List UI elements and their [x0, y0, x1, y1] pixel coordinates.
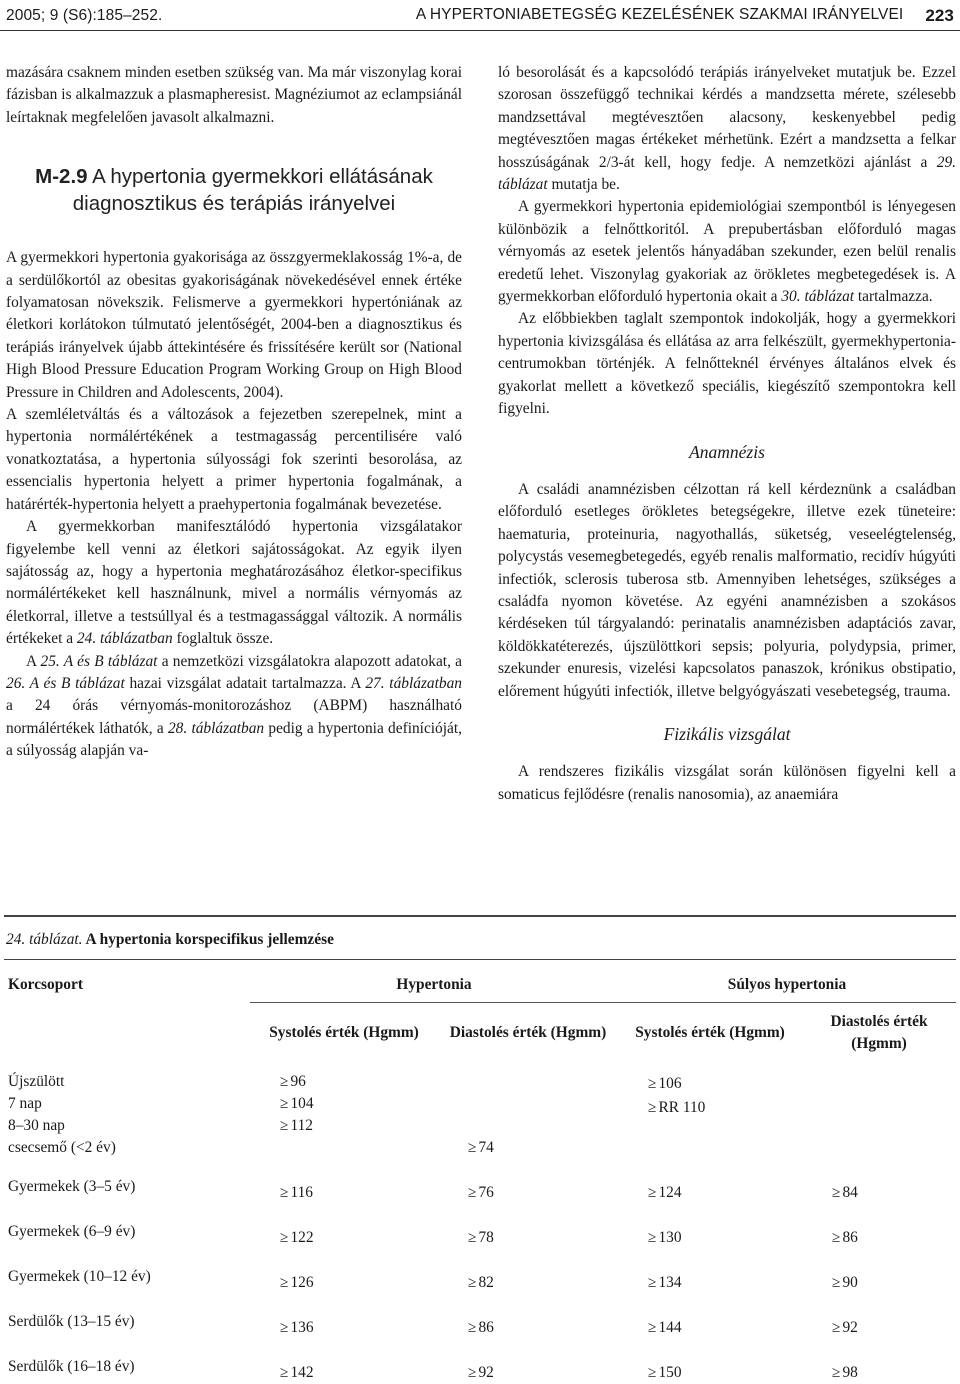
section-code: M-2.9 [35, 165, 88, 189]
ge-symbol: ≥ [648, 1184, 657, 1201]
ge-symbol: ≥ [648, 1229, 657, 1246]
ge-symbol: ≥ [832, 1319, 841, 1336]
running-header [6, 4, 954, 28]
paragraph: A gyermekkori hypertonia gyakorisága az összgyermeklakosság 1%-a, de a serdülőkortól az obesitas gyakoriságának növekedésével ennek értéke folyamatosan növekszik. Felismerve a gyermekkori hypertóniának az életkori korlátokon túlmutató jelentőségét, 2004-ben a diagnosztikus és terápiás irányelvek újabb áttekintésére és frissítésére került sor (National High Blood Pressure Education Program Working Group on High Blood Pressure in Children and Adolescents, 2004). [6, 249, 462, 401]
ge-symbol: ≥ [832, 1184, 841, 1201]
ge-symbol: ≥ [280, 1274, 289, 1291]
table-row [4, 1249, 956, 1294]
col-header-age-group: Korcsoport [8, 976, 83, 994]
table-reference[interactable]: 27. táblázatban [365, 674, 462, 692]
col-header-severe-hypertonia: Súlyos hypertonia [618, 960, 956, 1003]
age-cell: Gyermekek (6–9 év) [8, 1223, 136, 1240]
header-rule [0, 30, 960, 31]
systolic-cell [250, 1059, 438, 1159]
table-number: 24. táblázat. [6, 931, 83, 948]
severe-diastolic-cell [802, 1159, 956, 1204]
paragraph [498, 196, 956, 308]
value: 96 [290, 1073, 306, 1090]
value: 84 [842, 1184, 858, 1201]
value: 86 [478, 1319, 494, 1336]
systolic-cell [250, 1339, 438, 1384]
ge-symbol: ≥ [468, 1139, 477, 1156]
table-reference[interactable]: 26. A és B táblázat [6, 674, 125, 692]
ge-symbol: ≥ [280, 1095, 289, 1112]
col-header-systolic: Systolés érték (Hgmm) [269, 1024, 419, 1041]
severe-diastolic-cell [802, 1339, 956, 1384]
value: 130 [658, 1229, 682, 1246]
value: 106 [658, 1075, 682, 1092]
paragraph: Az előbbiekben taglalt szempontok indokolják, hogy a gyermekkori hypertonia kivizsgálása és ellátása az arra felkészült, gyermekhypertonia-centrumokban történjék. A felnőtteknél érvényes általános elvek és gyakorlat mellett a következő speciális, kiegészítő szempontokra kell figyelni. [498, 310, 956, 418]
ge-symbol: ≥ [280, 1229, 289, 1246]
text: a 24 órás vérnyomás-monitorozáshoz (ABPM) használható normálértékek láthatók, a [6, 697, 462, 737]
value: 142 [290, 1364, 314, 1381]
paragraph: mazására csaknem minden esetben szükség van. Ma már viszonylag korai fázisban is alkalmazzuk a plasmapheresist. Magnéziumot az eclampsiánál leírtaknak megfelelően javasolt alkalmazni. [6, 64, 462, 126]
table-reference[interactable]: 30. táblázat [781, 288, 855, 306]
table-row [4, 1204, 956, 1249]
age-cell: Gyermekek (3–5 év) [8, 1178, 136, 1195]
ge-symbol: ≥ [468, 1184, 477, 1201]
text: pedig a hypertonia definícióját, a súlyosság alapján va- [6, 719, 462, 760]
col-header-severe-systolic: Systolés érték (Hgmm) [635, 1024, 785, 1041]
table-reference[interactable]: 25. A és B táblázat [40, 652, 158, 670]
severe-diastolic-cell [802, 1249, 956, 1294]
value: 98 [842, 1364, 858, 1381]
table-reference[interactable]: 24. táblázatban [76, 630, 173, 648]
diastolic-cell [438, 1294, 618, 1339]
ge-symbol: ≥ [832, 1229, 841, 1246]
systolic-cell [250, 1249, 438, 1294]
subheading-anamnesis: Anamnézis [689, 441, 765, 462]
severe-systolic-cell [618, 1339, 802, 1384]
text: A gyermekkorban manifesztálódó hypertonia vizsgálatakor figyelembe kell venni az életkori sajátosságokat. Az egyik ilyen sajátosság az, hogy a hypertonia meghatározásához életkor-specifikus normálértékeket kell használnunk, mivel a normális vérnyomás az életkorral, illetve a testsúllyal és a testmagassággal változik. A normális értékeket a [6, 518, 462, 648]
col-header-diastolic: Diastolés érték (Hgmm) [449, 1024, 607, 1041]
severe-diastolic-cell [802, 1059, 956, 1159]
text: hazai vizsgálat adatait tartalmazza. A [124, 674, 366, 692]
paragraph: A szemléletváltás és a változások a fejezetben szerepelnek, mint a hypertonia normálértékének a testmagasság percentilisére való vonatkoztatása, a hypertonia súlyossági fok szerinti besorolása, az essencialis hypertonia helyett a primer hypertonia fogalmának, a határérték-hypertonia helyett a praehypertonia fogalmának bevezetése. [6, 406, 462, 513]
table-row [4, 1159, 956, 1204]
diastolic-cell [438, 1249, 618, 1294]
age-label: Újszülött [8, 1073, 65, 1090]
value: 76 [478, 1184, 494, 1201]
ge-symbol: ≥ [832, 1274, 841, 1291]
age-cell: Serdülők (16–18 év) [8, 1358, 135, 1375]
severe-diastolic-cell [802, 1204, 956, 1249]
table-row [4, 1294, 956, 1339]
value: 74 [478, 1139, 494, 1156]
col-header-severe-diastolic: Diastolés érték (Hgmm) [830, 1013, 928, 1052]
ge-symbol: ≥ [280, 1319, 289, 1336]
age-cell [4, 1059, 250, 1159]
text: A [26, 652, 41, 670]
value: 150 [658, 1364, 682, 1381]
value: 82 [478, 1274, 494, 1291]
table-title: A hypertonia korspecifikus jellemzése [82, 931, 334, 948]
ge-symbol: ≥ [648, 1364, 657, 1381]
age-cell: Serdülők (13–15 év) [8, 1313, 135, 1330]
value: 116 [290, 1184, 313, 1201]
systolic-cell [250, 1159, 438, 1204]
value: 92 [478, 1364, 494, 1381]
age-label: 8–30 nap [8, 1117, 65, 1134]
journal-citation: 2005; 9 (S6):185–252. [6, 7, 163, 24]
ge-symbol: ≥ [468, 1274, 477, 1291]
table-header-sub [4, 1003, 956, 1060]
value: 126 [290, 1274, 314, 1291]
diastolic-cell [438, 1339, 618, 1384]
paragraph: A családi anamnézisben célzottan rá kell kérdeznünk a családban előforduló esetleges örökletes betegségekre, illetve ezek tüneteire: haematuria, proteinuria, nagyothallás, süketség, veseelégtelenség, polycystás vesemegbetegedés, egyéb renalis malformatio, recidív húgyúti infectiók, sclerosis tuberosa stb. Amennyiben lehetséges, szükséges a családfa nyomon követése. Az egyéni anamnézisben a szokásos kérdéseken túl tárgyalandó: perinatalis anamnézisben adaptációs zavar, köldökkatéterezés, újszülöttkori sepsis; polyuria, polydypsia, primer, szekunder enuresis, vizelési kapcsolatos panaszok, krónikus obstipatio, előrement húgyúti infectiók, illetve belgyógyászati vesebetegség, trauma. [498, 480, 956, 700]
ge-symbol: ≥ [832, 1364, 841, 1381]
value: 124 [658, 1184, 682, 1201]
severe-systolic-cell [618, 1204, 802, 1249]
severe-systolic-cell [618, 1059, 802, 1159]
value: 104 [290, 1095, 314, 1112]
table-reference[interactable]: 28. táblázatban [167, 719, 265, 737]
severe-systolic-cell [618, 1159, 802, 1204]
age-label: csecsemő (<2 év) [8, 1139, 116, 1156]
value: 92 [842, 1319, 858, 1336]
paragraph [6, 651, 462, 763]
ge-symbol: ≥ [280, 1073, 289, 1090]
table-caption [4, 915, 956, 959]
section-heading [6, 163, 462, 217]
value: 86 [842, 1229, 858, 1246]
running-title: A HYPERTONIABETEGSÉG KEZELÉSÉNEK SZAKMAI IRÁNYELVEI [415, 6, 904, 23]
subheading-physical-exam: Fizikális vizsgálat [663, 723, 791, 744]
ge-symbol: ≥ [648, 1075, 657, 1092]
ge-symbol: ≥ [648, 1319, 657, 1336]
text: A gyermekkori hypertonia epidemiológiai szempontból is lényegesen különbözik a felnőttkoritól. A prepubertásban előforduló magas vérnyomás az esetek jelentős hányadában szekunder, ezen belül renalis eredetű lehet. Viszonylag gyakoriak az örökletes megbetegedések is. A gyermekkorban előforduló hypertonia okait a [498, 198, 956, 306]
text: foglaltuk össze. [172, 630, 274, 648]
systolic-cell [250, 1294, 438, 1339]
value: 136 [290, 1319, 314, 1336]
ge-symbol: ≥ [468, 1319, 477, 1336]
table-header-group [4, 960, 956, 1003]
ge-symbol: ≥ [280, 1184, 289, 1201]
left-column [6, 62, 462, 763]
ge-symbol: ≥ [648, 1274, 657, 1291]
text: mutatja be. [547, 176, 620, 194]
ge-symbol: ≥ [280, 1117, 289, 1134]
right-column [498, 62, 956, 806]
value: 78 [478, 1229, 494, 1246]
ge-symbol: ≥ [648, 1099, 657, 1116]
severe-diastolic-cell [802, 1294, 956, 1339]
value: 144 [658, 1319, 682, 1336]
bp-table [4, 960, 956, 1384]
col-header-hypertonia: Hypertonia [250, 960, 618, 1003]
systolic-cell [250, 1204, 438, 1249]
value: 90 [842, 1274, 858, 1291]
value: 134 [658, 1274, 682, 1291]
severe-systolic-cell [618, 1249, 802, 1294]
value: 122 [290, 1229, 314, 1246]
diastolic-cell [438, 1059, 618, 1159]
table-24 [4, 915, 956, 1384]
table-reference[interactable]: 29. táblázat [498, 153, 956, 194]
paragraph: A rendszeres fizikális vizsgálat során különösen figyelni kell a somaticus fejlődésre (renalis nanosomia), az anaemiára [498, 763, 956, 803]
ge-symbol: ≥ [280, 1364, 289, 1381]
ge-symbol: ≥ [468, 1364, 477, 1381]
text: tartalmazza. [854, 288, 933, 306]
diastolic-cell [438, 1204, 618, 1249]
age-label: 7 nap [8, 1095, 42, 1112]
page-number: 223 [925, 6, 954, 25]
text: ló besorolását és a kapcsolódó terápiás irányelveket mutatjuk be. Ezzel szorosan összefüggő technikai kérdés a mandzsetta mérete, szélesebb mandzsettával megtévesztően alacsony, keskenyebbel pedig megtévesztően magas értékeket mérhetünk. Ezért a mandzsetta a felkar hosszúságának 2/3-át kell, hogy fedje. A nemzetközi ajánlást a [498, 64, 956, 171]
table-row [4, 1339, 956, 1384]
diastolic-cell [438, 1159, 618, 1204]
value: 112 [290, 1117, 313, 1134]
severe-systolic-cell [618, 1294, 802, 1339]
ge-symbol: ≥ [468, 1229, 477, 1246]
age-cell: Gyermekek (10–12 év) [8, 1268, 151, 1285]
paragraph [498, 62, 956, 196]
table-row-infants [4, 1059, 956, 1159]
paragraph [6, 516, 462, 650]
value: RR 110 [658, 1099, 706, 1116]
section-title: A hypertonia gyermekkori ellátásának diagnosztikus és terápiás irányelvei [72, 165, 433, 216]
text: a nemzetközi vizsgálatokra alapozott adatokat, a [157, 652, 462, 670]
